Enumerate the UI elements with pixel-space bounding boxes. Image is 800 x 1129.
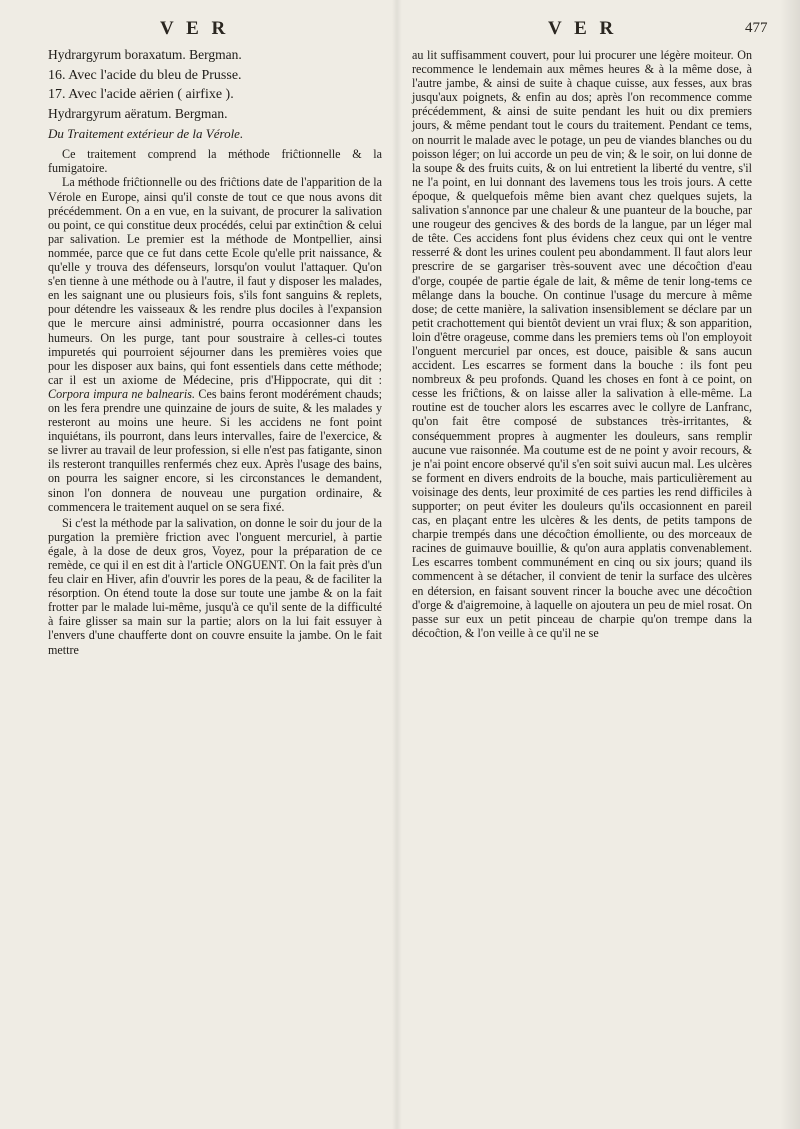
left-running-head: V E R <box>160 18 230 39</box>
right-running-head: V E R <box>548 18 618 39</box>
entry-hydrargyrum-boraxatum: Hydrargyrum boraxatum. Bergman. <box>48 47 242 62</box>
gutter-shadow <box>392 0 402 1129</box>
entry-16: 16. Avec l'acide du bleu de Prusse. <box>48 68 242 84</box>
entry-hydrargyrum-aeratum: Hydrargyrum aëratum. Bergman. <box>48 106 228 122</box>
left-column <box>48 48 382 657</box>
page-number: 477 <box>745 20 768 36</box>
right-column <box>412 48 752 640</box>
paragraph-2 <box>48 175 382 513</box>
paragraph-2-rest: Ces bains feront modérément chauds; on les fera prendre une quinzaine de jours de suite, & les malades y resteront au moins une heure. Si les accidens ne font point inquiétans, ils pourront, dans leurs intervalles, faire de l'exercice, & se livrer au travail de leur profession, si elle n'est pas fatigante, sinon ils resteront tranquilles renfermés chez eux. Après l'usage des bains, on pourra les saigner encore, si les circonstances le demandent, sinon l'on donnera de nouveau une purgation ordinaire, & commencera le traitement auquel on se sera fixé. <box>48 386 382 514</box>
page-edge-shadow <box>780 0 800 1129</box>
paragraph-3: Si c'est la méthode par la salivation, on donne le soir du jour de la purgation la première friction avec l'onguent mercuriel, à partie égale, à la dose de deux gros, Voyez, pour la préparation de ce remède, ce qui il en est dit à l'article ONGUENT. On la fait près d'un feu clair en Hiver, afin d'ouvrir les pores de la peau, & de faciliter la résorption. On étend toute la dose sur toute une jambe & on la fait frotter par le malade lui-même, jusqu'à ce qu'il sente de la difficulté à faire glisser sa main sur la partie; alors on la lui fait essuyer à l'envers d'une chaufferte dont on couvre ensuite la jambe. On le fait mettre <box>48 515 382 657</box>
section-title: Du Traitement extérieur de la Vérole. <box>48 126 244 142</box>
paragraph-1: Ce traitement comprend la méthode friĉtionnelle & la fumigatoire. <box>48 147 382 176</box>
right-paragraph-1: au lit suffisamment couvert, pour lui procurer une légère moiteur. On recommence le lendemain aux mêmes heures & à la même dose, à l'autre jambe, & ainsi de suite à chaque cuisse, aux fesses, aux bras jusqu'aux poignets, & enfin au dos; après l'on recommence comme précédemment, & ainsi de suite pendant les huit ou dix premiers jours, & même pendant tout le cours du traitement. Pendant ce tems, on nourrit le malade avec le potage, un peu de viandes blanches ou du poisson léger; on lui accorde un peu de vin; & le soir, on lui donne de la soupe & des fruits cuits, & on lui entretient la liberté du ventre, s'il ne l'a point, en lui donnant des lavemens tous les trois jours. A cette époque, & quelquefois même bien avant chez quelques sujets, la salivation s'annonce par une chaleur & une puanteur de la bouche, par une rougeur des gencives & des bords de la langue, par un léger mal de tête. Ces accidens font plus évidens chez ceux qui ont le ventre resserré & dont les urines coulent peu abondamment. Il faut alors leur prescrire de se gargariser très-souvent avec une décoĉtion d'eau d'orge, coupée de partie égale de lait, & même de tenir long-tems ce mêlange dans la bouche. On continue l'usage du mercure à même dose; de cette manière, la salivation insensiblement se déclare par un petit crachottement qui bientôt devient un vrai flux; & son apparition, loin d'être orageuse, comme dans les premiers tems où l'on employoit l'onguent mercuriel par onces, est douce, paisible & sans aucun accident. Les escarres se forment dans la bouche : ils font peu nombreux & peu profonds. Quand les choses en font à ce point, on cesse les friĉtions, & on laisse aller la salivation à elle-même. La routine est de toucher alors les escarres avec le collyre de Lanfranc, qu'on fait être composé de substances très-irritantes, & conséquemment propres à augmenter les douleurs, sans remplir aucune vue raisonnée. Ma coutume est de ne point y avoir recours, & je n'ai point encore observé qu'il s'en soit suivi aucun mal. Les ulcères se forment en divers endroits de la bouche, mais particulièrement au voisinage des dents, leur proximité de ces parties les rend difficiles à supporter; on peut éviter les douleurs qu'ils occasionnent en pareil cas, en plaçant entre les ulcères & les dents, de petits tampons de charpie trempés dans une décoĉtion émolliente, ou des morceaux de racines de guimauve bouillie, & qu'on aura applatis convenablement. Les escarres tombent communément en cinq ou six jours; quand ils commencent à se détacher, il convient de tenir la surface des ulcères en détersion, en faisant souvent rincer la bouche avec une décoĉtion d'orge & d'aigremoine, à laquelle on ajoutera un peu de miel rosat. On passe sur eux un petit pinceau de charpie qu'on trempe dans la décoĉtion, & l'on veille à ce qu'il ne se <box>412 48 752 640</box>
paragraph-2-text: La méthode friĉtionnelle ou des friĉtions date de l'apparition de la Vérole en Europe, ainsi qu'il conste de tout ce que nous avons dit précédemment. On a en vue, en la suivant, de procurer la salivation ou point, ce qui constitue deux procédés, celui par extinĉtion & celui par salivation. Le premier est la méthode de Montpellier, ainsi nommée, parce que ce fut dans cette Ecole qu'elle prit naissance, & qu'elle y trouva des défenseurs, lorsqu'on voulut l'attaquer. Qu'on s'en tienne à une méthode ou à l'autre, il faut y disposer les malades, en les saignant une ou plusieurs fois, s'ils font sanguins & replets, pour détendre les vaisseaux & les rendre plus dociles à l'expansion que le mercure ainsi administré, pourra occasionner dans les humeurs. On les purge, tant pour soustraire à celles-ci toutes impuretés qui pourroient séjourner dans les premières voies que pour les disposer aux bains, qui font essentiels dans cette méthode; car il est un axiome de Médecine, pris d'Hippocrate, qui dit : <box>48 175 382 387</box>
latin-quote: Corpora impura ne balnearis. <box>48 386 195 401</box>
entry-17: 17. Avec l'acide aërien ( airfixe ). <box>48 87 234 103</box>
